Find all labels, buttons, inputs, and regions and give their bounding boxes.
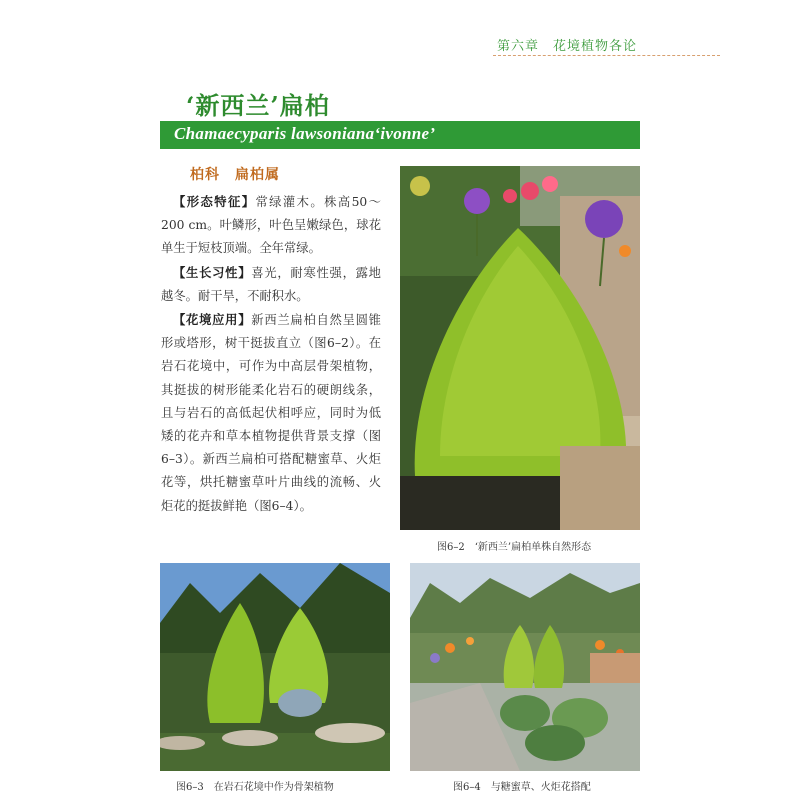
family-genus: 柏科 扁柏属: [190, 167, 280, 183]
figure-caption-text: ‘新西兰’扁柏单株自然形态: [474, 542, 592, 553]
figure-number: 图6–4: [453, 782, 481, 793]
photo-rock-garden: [160, 563, 390, 771]
figure-caption: [176, 778, 334, 793]
figure-caption-text: 与糖蜜草、火炬花搭配: [490, 782, 591, 793]
page-title: ‘新西兰’扁柏: [186, 91, 330, 120]
section-tag: 【形态特征】: [173, 194, 256, 209]
photo-companion-planting: [410, 563, 640, 771]
body-text: [161, 190, 381, 518]
section-tag: 【花境应用】: [173, 312, 252, 328]
section-habit: [161, 261, 381, 308]
section-text: 常绿灌木。株高50～200 cm。叶鳞形，叶色呈嫩绿色，球花单生于短枝顶端。全年常绿。: [161, 195, 381, 256]
figure-number: 图6–2: [437, 542, 465, 553]
section-text: 新西兰扁柏自然呈圆锥形或塔形，树干挺拔直立（图6–2）。在岩石花境中，可作为中高层骨架植物，其挺拔的树形能柔化岩石的硬朗线条，且与岩石的高低起伏相呼应，同时为低矮的花卉和草本植物提供背景支撑（图6–3）。新西兰扁柏可搭配糖蜜草、火炬花等，烘托糖蜜草叶片曲线的流畅、火炬花的挺拔鲜艳（图6–4）。: [161, 313, 381, 513]
figure-number: 图6–3: [176, 782, 204, 793]
figure-caption-text: 在岩石花境中作为骨架植物: [213, 782, 334, 793]
latin-name-bar: [160, 121, 640, 149]
chapter-title: 花境植物各论: [553, 39, 638, 54]
figure-caption: [437, 538, 591, 553]
running-header: [493, 33, 720, 56]
section-tag: 【生长习性】: [173, 264, 252, 280]
section-text: 喜光，耐寒性强，露地越冬。耐干旱，不耐积水。: [161, 265, 381, 303]
chapter-number: 第六章: [497, 39, 540, 54]
photo-single-shrub: [400, 166, 640, 530]
section-morphology: [161, 190, 381, 261]
figure-caption: [453, 778, 591, 793]
section-application: [161, 308, 381, 518]
latin-name: Chamaecyparis lawsoniana‘ivonne’: [174, 124, 436, 143]
